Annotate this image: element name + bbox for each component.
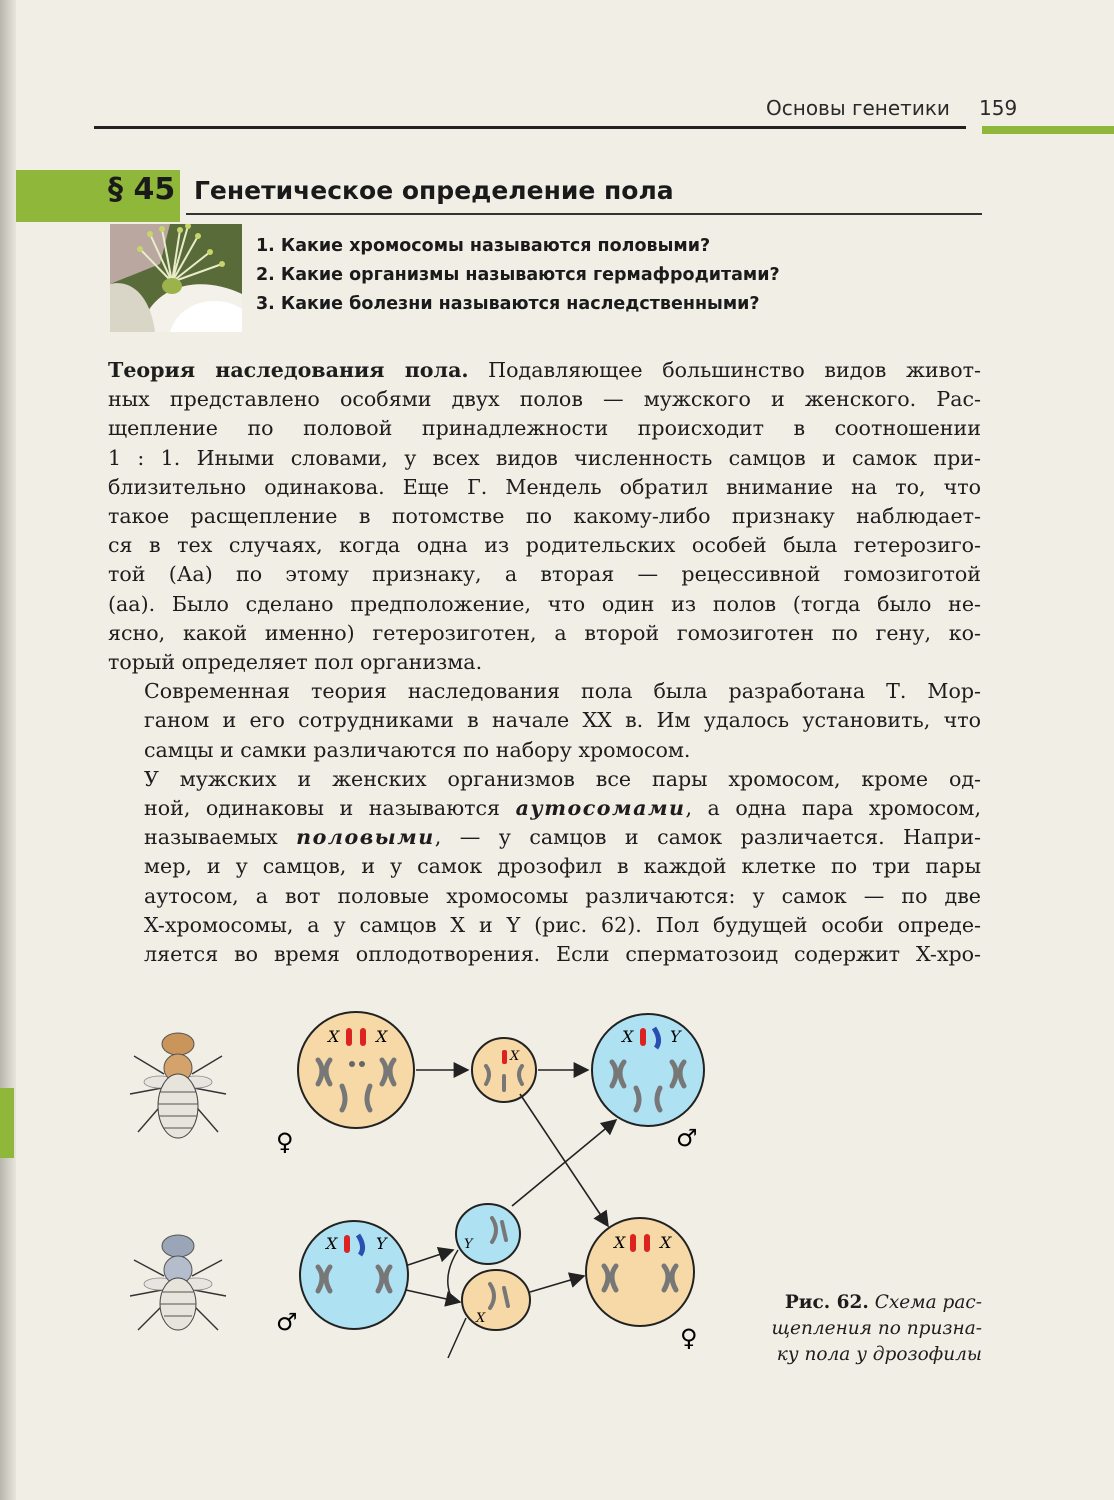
question-2: 2. Какие организмы называются гермафродитами? [256, 265, 780, 285]
body-text [108, 356, 981, 969]
figure-62-diagram [108, 1010, 748, 1370]
svg-text:X: X [622, 1027, 634, 1046]
figure-caption: Рис. 62. Схема рас- щепления по призна- ку пола у дрозофилы [771, 1292, 982, 1365]
female-symbol: ♀ [680, 1324, 698, 1352]
svg-text:X: X [660, 1233, 672, 1252]
header-rule [94, 126, 966, 129]
svg-text:X: X [326, 1234, 338, 1253]
male-symbol: ♂ [676, 1124, 698, 1152]
egg-cell [472, 1038, 536, 1102]
x-label: X [376, 1027, 388, 1046]
term-autosomes: аутосомами [515, 796, 686, 821]
svg-text:Y: Y [670, 1027, 681, 1046]
female-offspring-cell [586, 1218, 694, 1326]
paragraph-autosomes: У мужских и женских организмов все пары хромосом, кроме од- ной, одинаковы и называются аутосомами, а одна пара хромосом, называемых половыми, — у самцов и самок различается. Напри- мер, и у самцов, и у самок дрозофил в каждой клетке по три пары аутосом, а вот половые хромосомы различаются: у самок — по две X-хромосомы, а у самцов X и Y (рис. 62). Пол будущей особи опреде- ляется во время оплодотворения. Если сперматозоид содержит X-хро- [144, 766, 982, 967]
male-symbol: ♂ [276, 1308, 298, 1336]
running-title: Основы генетики [766, 96, 950, 120]
male-fly-icon [130, 1235, 226, 1330]
caption-number: Рис. 62. [784, 1292, 869, 1313]
question-1: 1. Какие хромосомы называются половыми? [256, 236, 711, 256]
female-symbol: ♀ [276, 1128, 294, 1156]
flower-photo [110, 224, 242, 332]
header-green-bar [982, 126, 1114, 134]
sperm-cell-x [448, 1270, 530, 1358]
page-number: 159 [979, 96, 1018, 120]
svg-text:X: X [510, 1049, 520, 1064]
svg-text:X: X [476, 1311, 486, 1326]
textbook-page [16, 0, 1114, 1500]
side-green-tab [0, 1088, 14, 1158]
question-3: 3. Какие болезни называются наследственными? [256, 294, 760, 314]
svg-text:X: X [614, 1233, 626, 1252]
page-gutter-shadow [0, 0, 16, 1500]
x-label: X [328, 1027, 340, 1046]
section-number: § 45 [108, 172, 176, 207]
paragraph-morgan: Современная теория наследования пола была разработана Т. Мор- ганом и его сотрудниками в начале XX в. Им удалось установить, что самцы и самки различаются по набору хромосом. [144, 679, 981, 762]
female-parent-cell [298, 1012, 414, 1128]
female-fly-icon [130, 1033, 226, 1138]
male-parent-cell [300, 1221, 408, 1329]
svg-text:Y: Y [376, 1234, 387, 1253]
male-offspring-cell [592, 1014, 704, 1126]
svg-text:Y: Y [464, 1237, 473, 1252]
title-rule [186, 213, 982, 215]
paragraph-sex-inheritance-theory: Теория наследования пола. Подавляющее большинство видов живот- ных представлено особями двух полов — мужского и женского. Рас- щепление по половой принадлежности происходит в соотношении 1 : 1. Иными словами, у всех видов численность самцов и самок при- близительно одинакова. Еще Г. Мендель обратил внимание на то, что такое расщепление в потомстве по какому-либо признаку наблюдает- ся в тех случаях, когда одна из родительских особей была гетерозиго- той (Аа) по этому признаку, а вторая — рецессивной гомозиготой (аа). Было сделано предположение, что один из полов (тогда было не- ясно, какой именно) гетерозиготен, а второй гомозиготен по гену, ко- торый определяет пол организма. [108, 358, 981, 675]
term-sex-chromosomes: половыми [296, 825, 435, 850]
section-title: Генетическое определение пола [194, 176, 674, 205]
review-questions [256, 232, 780, 319]
arrows [406, 1070, 616, 1302]
paragraph-lead: Теория наследования пола. [108, 358, 469, 382]
